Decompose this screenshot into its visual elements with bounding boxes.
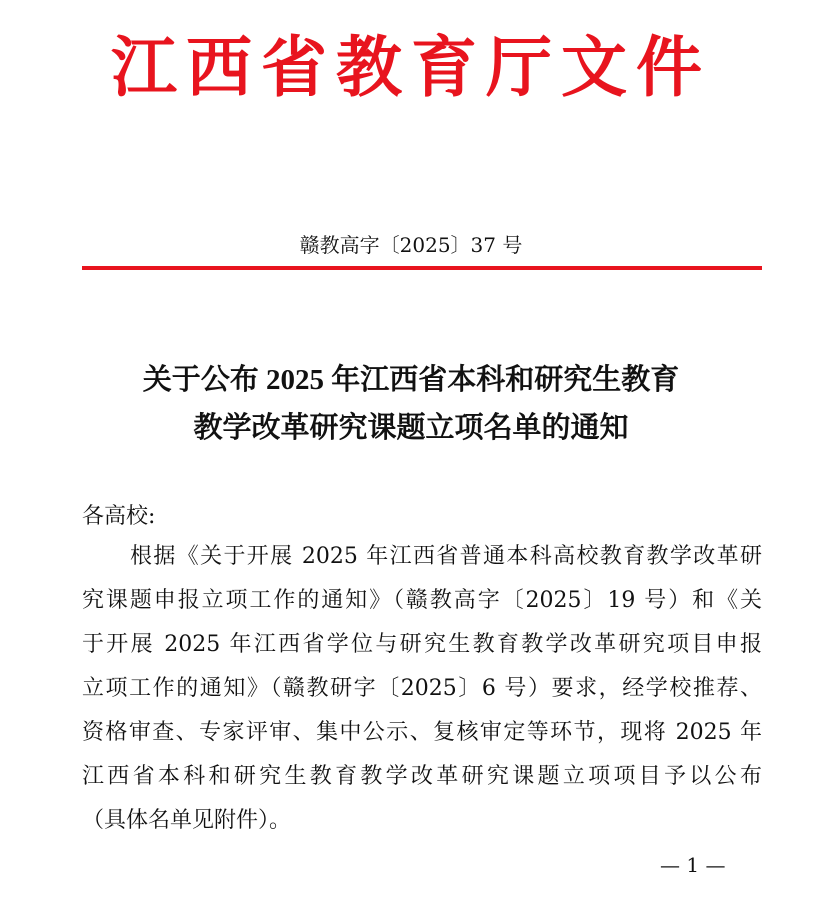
document-header-title: 江西省教育厅文件 <box>111 28 711 106</box>
document-number: 赣教高字〔2025〕37 号 <box>299 233 523 257</box>
document-title-line-2: 教学改革研究课题立项名单的通知 <box>193 412 629 444</box>
document-title-line-1: 关于公布 2025 年江西省本科和研究生教育 <box>142 364 680 396</box>
red-divider-line <box>82 266 762 270</box>
page-number: — 1 — <box>660 853 726 877</box>
body-line: 江西省本科和研究生教育教学改革研究课题立项项目予以公布 <box>82 764 762 789</box>
body-line: （具体名单见附件）。 <box>82 808 292 833</box>
body-line: 资格审查、专家评审、集中公示、复核审定等环节，现将 2025 年 <box>82 720 762 745</box>
body-line: 根据《关于开展 2025 年江西省普通本科高校教育教学改革研 <box>130 544 762 569</box>
body-line: 究课题申报立项工作的通知》（赣教高字〔2025〕19 号）和《关 <box>82 588 762 613</box>
body-line: 于开展 2025 年江西省学位与研究生教育教学改革研究项目申报 <box>82 632 762 657</box>
salutation: 各高校: <box>82 504 156 529</box>
body-line: 立项工作的通知》（赣教研字〔2025〕6 号）要求，经学校推荐、 <box>82 676 762 701</box>
